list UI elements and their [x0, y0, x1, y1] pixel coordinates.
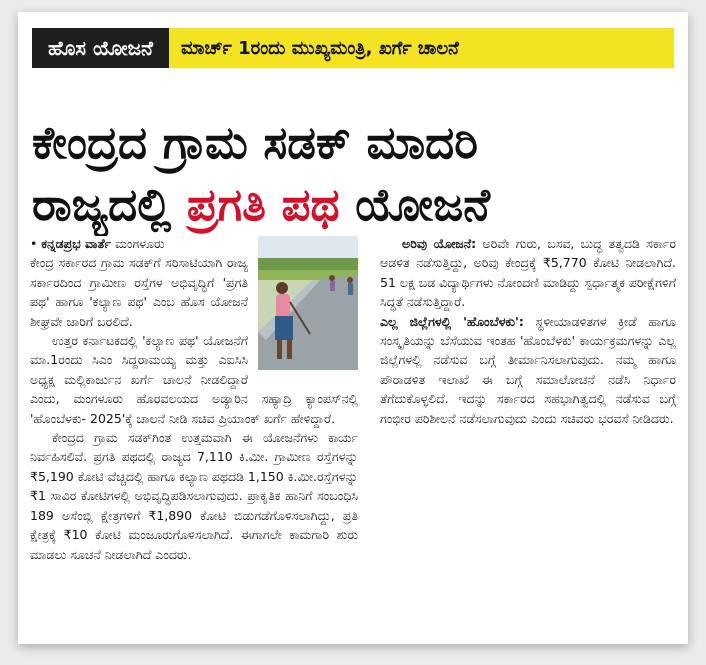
article-paragraph-5 — [380, 312, 676, 428]
headline-suffix: ಯೋಜನೆ — [355, 178, 491, 232]
section-tag-bar — [32, 28, 674, 68]
headline-accent: ಪ್ರಗತಿ ಪಥ — [186, 178, 340, 232]
article-column-left — [30, 234, 358, 564]
section-tag-strap: ಮಾರ್ಚ್ 1ರಂದು ಮುಖ್ಯಮಂತ್ರಿ, ಖರ್ಗೆ ಚಾಲನೆ — [169, 28, 674, 68]
headline-prefix: ರಾಜ್ಯದಲ್ಲಿ — [32, 178, 172, 232]
headline-line-2 — [32, 174, 674, 236]
byline-bullet: • — [30, 236, 38, 251]
article-paragraph-1: ಕೇಂದ್ರ ಸರ್ಕಾರದ ಗ್ರಾಮ ಸಡಕ್‌ಗೆ ಸರಿಸಾಟಿಯಾಗಿ ರಾಜ್ಯ ಸರ್ಕಾರದಿಂದ ಗ್ರಾಮೀಣ ರಸ್ತೆಗಳ ಅಭಿವೃದ್ಧಿಗೆ 'ಪ್ರಗತಿ ಪಥ' ಹಾಗೂ 'ಕಲ್ಯಾಣ ಪಥ' ಎಂಬ ಹೊಸ ಯೋಜನೆ ಶೀಘ್ರವೇ ಜಾರಿಗೆ ಬರಲಿದೆ. — [30, 255, 248, 329]
news-clipping — [18, 12, 688, 644]
subhead-hombelaku: ಎಲ್ಲ ಜಿಲ್ಲೆಗಳಲ್ಲಿ 'ಹೊಂಬೆಳಕು': — [380, 313, 524, 329]
subhead-arivu: ಅರಿವು ಯೋಜನೆ: — [402, 236, 477, 251]
article-paragraph-3: ಕೇಂದ್ರದ ಗ್ರಾಮ ಸಡಕ್‌ಗಿಂತ ಉತ್ತಮವಾಗಿ ಈ ಯೋಜನೆಗಳು ಕಾರ್ಯ ನಿರ್ವಹಿಸಲಿವೆ. ಪ್ರಗತಿ ಪಥದಲ್ಲಿ ರಾಜ್ಯದ 7,110 ಕಿ.ಮೀ. ಗ್ರಾಮೀಣ ರಸ್ತೆಗಳನ್ನು ₹5,190 ಕೋಟಿ ವೆಚ್ಚದಲ್ಲಿ ಹಾಗೂ ಕಲ್ಯಾಣ ಪಥದಡಿ 1,150 ಕಿ.ಮೀ.ರಸ್ತೆಗಳನ್ನು ₹1 ಸಾವಿರ ಕೋಟಿಗಳಲ್ಲಿ ಅಭಿವೃದ್ಧಿಪಡಿಸಲಾಗುವುದು. ಪ್ರಾಕೃತಿಕ ಹಾನಿಗೆ ಸಂಬಂಧಿಸಿ 189 ಅಸೆಂಬ್ಲಿ ಕ್ಷೇತ್ರಗಳಿಗೆ ₹1,890 ಕೋಟಿ ಬಿಡುಗಡೆಗೊಳಿಸಲಾಗಿದ್ದು, ಪ್ರತಿ ಕ್ಷೇತ್ರಕ್ಕೆ ₹10 ಕೋಟಿ ಮಂಜೂರುಗೊಳಿಸಲಾಗಿದೆ. ಈಗಾಗಲೇ ಕಾಮಗಾರಿ ಶುರು ಮಾಡಲು ಸೂಚನೆ ನೀಡಲಾಗಿದೆ ಎಂದರು. — [30, 430, 358, 562]
road-worker-photo-icon — [258, 236, 358, 370]
headline-line-1: ಕೇಂದ್ರದ ಗ್ರಾಮ ಸಡಕ್ ಮಾದರಿ — [32, 116, 478, 170]
article-photo — [258, 236, 358, 370]
byline-source: ಕನ್ನಡಪ್ರಭ ವಾರ್ತೆ — [41, 236, 112, 251]
article-paragraph-4-text: ಅರಿವೇ ಗುರು, ಬಸವ, ಬುದ್ಧ ತತ್ವದಡಿ ಸರ್ಕಾರ ಆಡಳಿತ ನಡೆಸುತ್ತಿದ್ದು, ಅರಿವು ಕೇಂದ್ರಕ್ಕೆ ₹5,770 ಕೋಟಿ ನೀಡಲಾಗಿದೆ. 51 ಲಕ್ಷ ಬಡ ವಿದ್ಯಾರ್ಥಿಗಳು ನೋಂದಣಿ ಮಾಡಿದ್ದು ಸ್ಪರ್ಧಾತ್ಮಕ ಪರೀಕ್ಷೆಗಳಿಗೆ ಸಿದ್ಧತೆ ನಡೆಸುತ್ತಿದ್ದಾರೆ. — [380, 236, 676, 310]
article-paragraph-4 — [380, 234, 676, 312]
article-column-right — [380, 234, 676, 428]
article-paragraph-5-text: ಸ್ಥಳೀಯಾಡಳಿತಗಳ ಕ್ರೀಡೆ ಹಾಗೂ ಸಂಸ್ಕೃತಿಯನ್ನು ಬೆಸೆಯುವ ಇಂತಹ 'ಹೊಂಬೆಳಕು' ಕಾರ್ಯಕ್ರಮಗಳನ್ನು ಎಲ್ಲ ಜಿಲ್ಲೆಗಳಲ್ಲಿ ನಡೆಸುವ ಬಗ್ಗೆ ತೀರ್ಮಾನಿಸಲಾಗುವುದು. ನಮ್ಮ ಹಾಗೂ ಪೌರಾಡಳಿತ ಇಲಾಖೆ ಈ ಬಗ್ಗೆ ಸಮಾಲೋಚನೆ ನಡೆಸಿ ನಿರ್ಧಾರ ತೆಗೆದುಕೊಳ್ಳಲಿದೆ. ಇದನ್ನು ಸರ್ಕಾರದ ಸಹಭಾಗಿತ್ವದಲ್ಲಿ ನಡೆಸುವ ಬಗ್ಗೆ ಗಂಭೀರ ಪರಿಶೀಲನೆ ನಡೆಸಲಾಗುವುದು ಎಂದು ಸಚಿವರು ಭರವಸೆ ನೀಡಿದರು. — [380, 313, 677, 426]
section-tag-label: ಹೊಸ ಯೋಜನೆ — [32, 28, 169, 68]
headline — [32, 112, 674, 236]
byline-place: ಮಂಗಳೂರು — [115, 236, 165, 251]
article-paragraph-2: ಉತ್ತರ ಕರ್ನಾಟಕದಲ್ಲಿ 'ಕಲ್ಯಾಣ ಪಥ' ಯೋಜನೆಗೆ ಮಾ.1ರಂದು ಸಿಎಂ ಸಿದ್ದರಾಮಯ್ಯ ಮತ್ತು ಎಐಸಿಸಿ ಅಧ್ಯಕ್ಷ ಮಲ್ಲಿಕಾರ್ಜುನ ಖರ್ಗೆ ಚಾಲನೆ ನೀಡಲಿದ್ದಾರೆ ಎಂದು, ಮಂಗಳೂರು ಹೊರವಲಯದ ಅಡ್ಯಾರಿನ ಸಹ್ಯಾದ್ರಿ ಕ್ಯಾಂಪಸ್‌ನಲ್ಲಿ 'ಹೊಂಬೆಳಕು- 2025'ಕ್ಕೆ ಚಾಲನೆ ನೀಡಿ ಸಚಿವ ಪ್ರಿಯಾಂಕ್ ಖರ್ಗೆ ಹೇಳಿದ್ದಾರೆ. — [30, 333, 358, 426]
